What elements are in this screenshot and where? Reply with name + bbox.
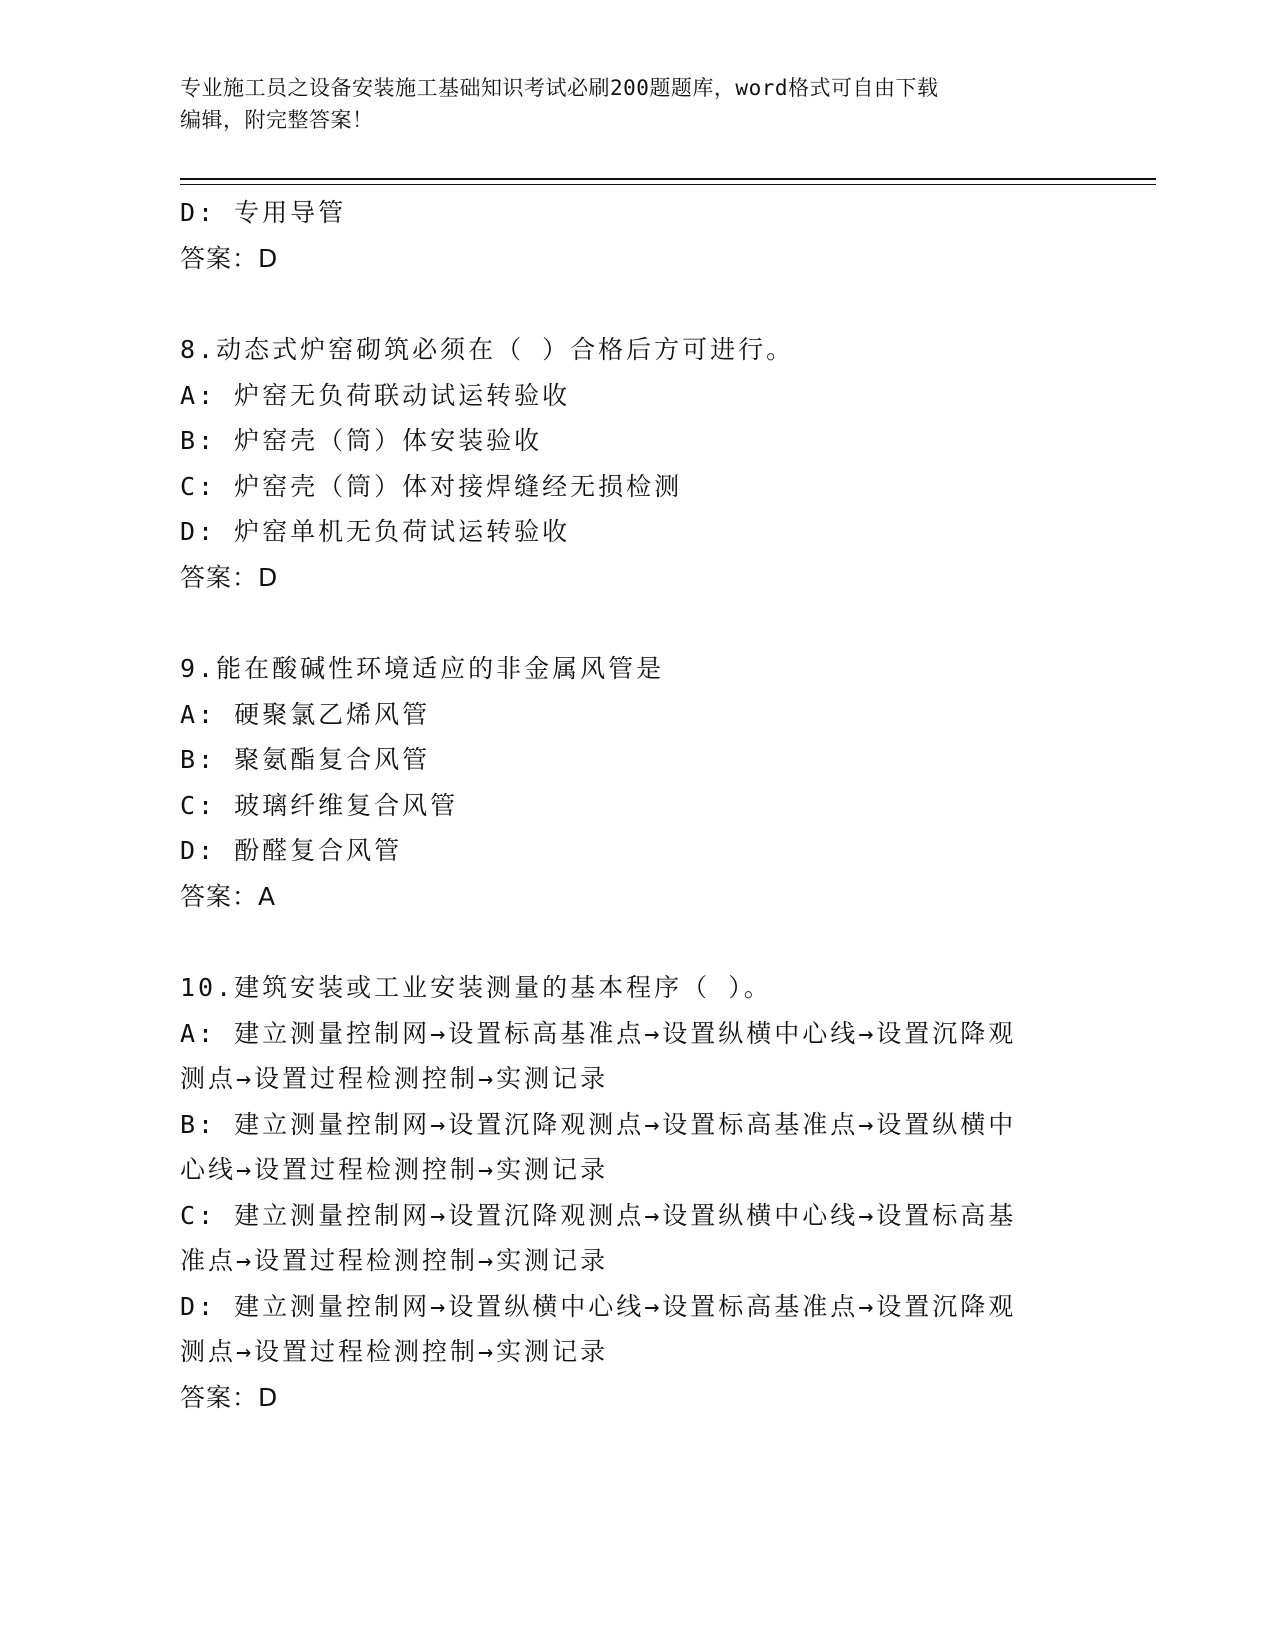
option-c-line-2: 准点→设置过程检测控制→实测记录 — [180, 1246, 609, 1275]
question-8 — [180, 327, 1080, 600]
question-list — [180, 190, 1080, 1420]
document-header — [180, 72, 1060, 136]
answer-label: 答案：D — [180, 243, 279, 273]
header-divider-thin — [180, 184, 1156, 185]
question-9 — [180, 646, 1080, 919]
question-stem: 10.建筑安装或工业安装测量的基本程序（ ）。 — [180, 973, 772, 1002]
header-title-line-1: 专业施工员之设备安装施工基础知识考试必刷200题题库，word格式可自由下载 — [180, 76, 939, 100]
option-a: A: 硬聚氯乙烯风管 — [180, 699, 431, 729]
header-title-line-2: 编辑，附完整答案！ — [180, 108, 374, 132]
option-a: A: 炉窑无负荷联动试运转验收 — [180, 380, 571, 410]
question-7-tail — [180, 190, 1080, 281]
option-d: D: 炉窑单机无负荷试运转验收 — [180, 517, 571, 546]
option-b: B: 聚氨酯复合风管 — [180, 745, 431, 774]
option-c-line-1: C: 建立测量控制网→设置沉降观测点→设置纵横中心线→设置标高基 — [180, 1200, 1017, 1230]
spacer — [180, 281, 1080, 327]
answer-label: 答案：D — [180, 562, 279, 592]
option-d-line-1: D: 建立测量控制网→设置纵横中心线→设置标高基准点→设置沉降观 — [180, 1291, 1017, 1321]
option-b: B: 炉窑壳（筒）体安装验收 — [180, 426, 543, 455]
spacer — [180, 600, 1080, 646]
spacer — [180, 919, 1080, 965]
question-stem: 9.能在酸碱性环境适应的非金属风管是 — [180, 654, 665, 683]
answer-label: 答案：D — [180, 1382, 279, 1412]
option-c: C: 玻璃纤维复合风管 — [180, 790, 459, 820]
option-d: D: 专用导管 — [180, 198, 347, 227]
question-stem: 8.动态式炉窑砌筑必须在（ ）合格后方可进行。 — [180, 335, 795, 364]
option-c: C: 炉窑壳（筒）体对接焊缝经无损检测 — [180, 471, 683, 501]
option-d-line-2: 测点→设置过程检测控制→实测记录 — [180, 1337, 609, 1366]
question-10 — [180, 965, 1080, 1420]
option-a-line-1: A: 建立测量控制网→设置标高基准点→设置纵横中心线→设置沉降观 — [180, 1018, 1017, 1048]
option-b-line-2: 心线→设置过程检测控制→实测记录 — [180, 1155, 609, 1184]
header-divider-thick — [180, 178, 1156, 180]
option-b-line-1: B: 建立测量控制网→设置沉降观测点→设置标高基准点→设置纵横中 — [180, 1109, 1017, 1139]
answer-label: 答案：A — [180, 881, 277, 911]
option-a-line-2: 测点→设置过程检测控制→实测记录 — [180, 1064, 609, 1093]
option-d: D: 酚醛复合风管 — [180, 836, 403, 865]
